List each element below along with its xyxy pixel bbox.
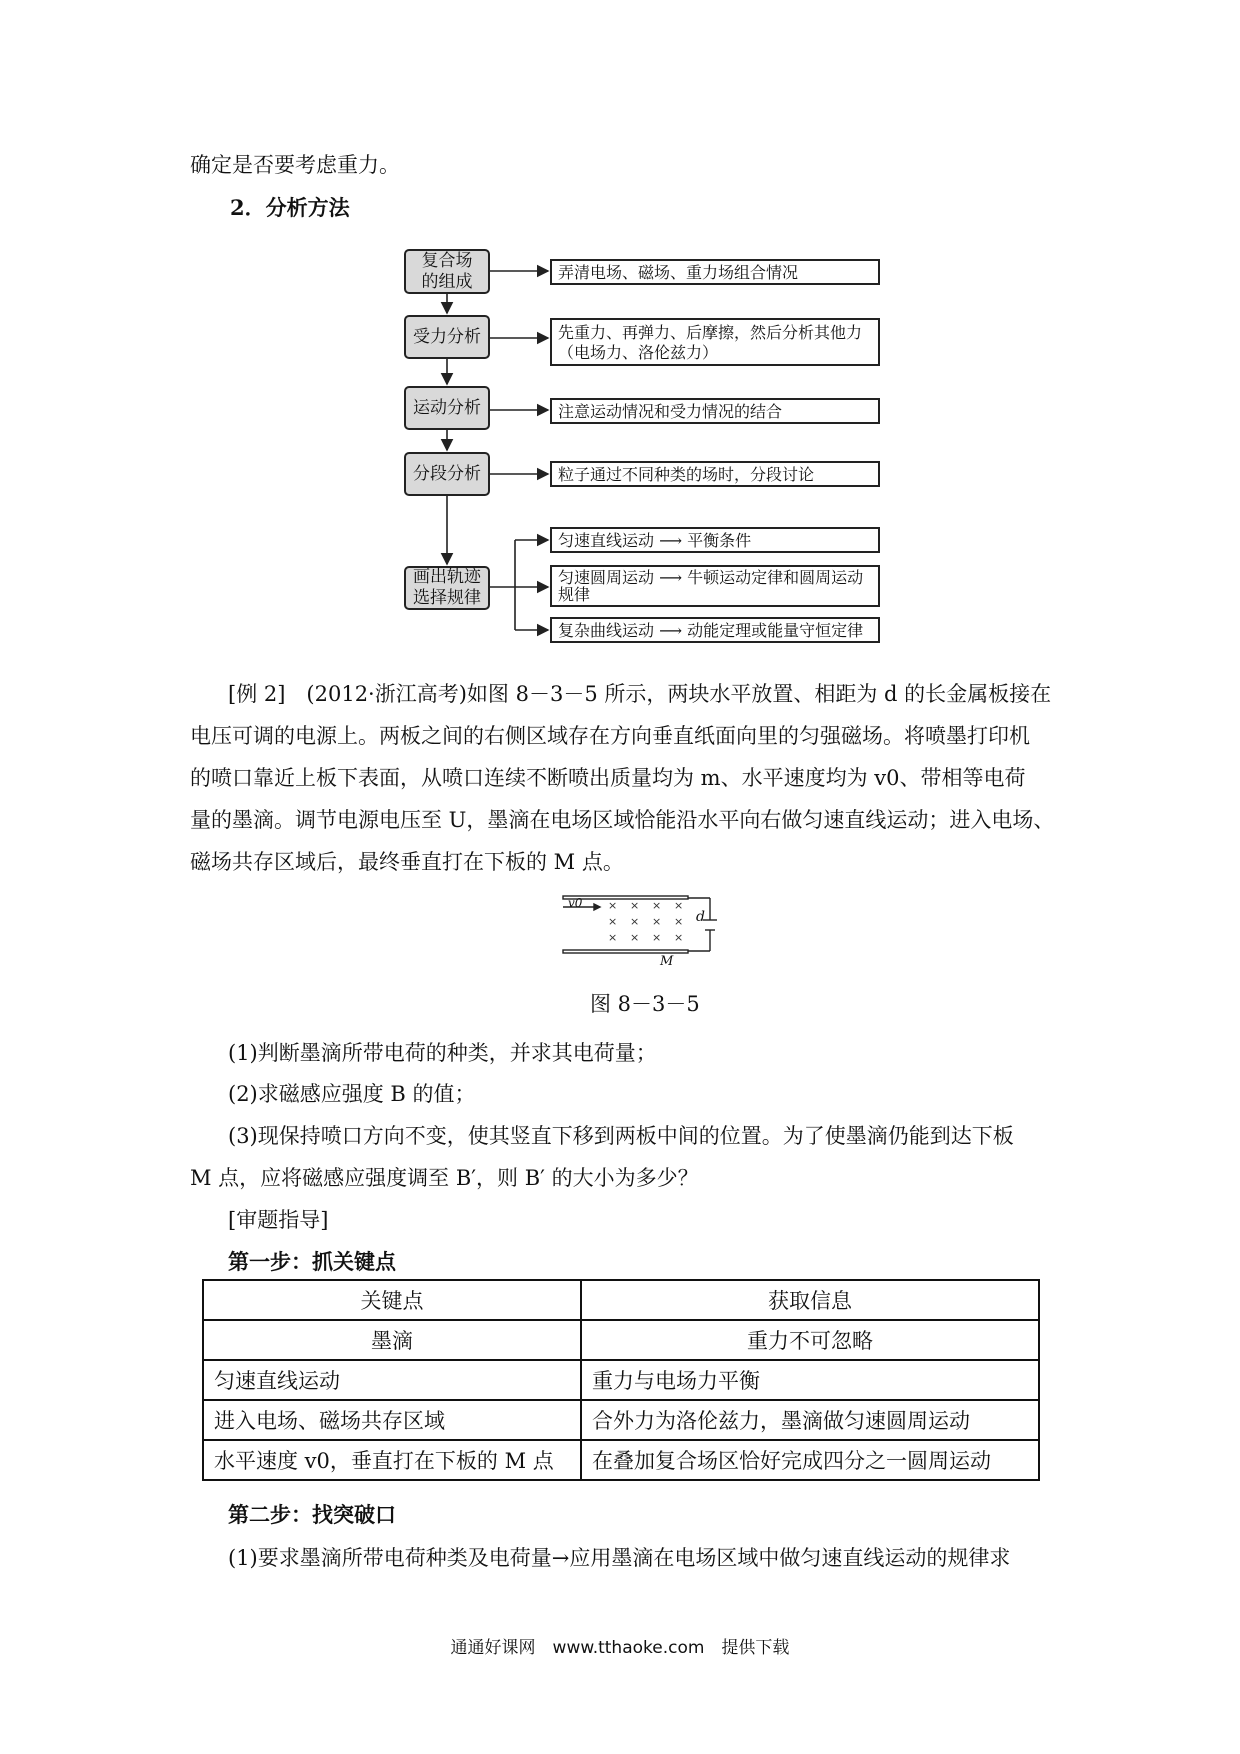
key-points-table [202,1279,1040,1481]
svg-text:×: × [652,915,662,928]
flow-step-segment-analysis-label: 分段分析 [413,463,481,484]
question-2: (2)求磁感应强度 B 的值； [228,1082,476,1106]
svg-text:×: × [674,915,684,928]
question-3-line-1: (3)现保持喷口方向不变，使其竖直下移到两板中间的位置。为了使墨滴仍能到达下板 [228,1124,1014,1148]
flow-step-trajectory [404,566,490,610]
figure-v0-label: v0 [568,896,583,910]
question-3-line-2: M 点，应将磁感应强度调至 B′，则 B′ 的大小为多少？ [190,1166,699,1190]
flow-step-segment-analysis [404,452,490,496]
figure-d-label: d [696,909,705,925]
svg-text:×: × [608,931,618,944]
table-cell: 匀速直线运动 [203,1360,581,1400]
intro-line: 确定是否要考虑重力。 [190,153,400,177]
table-row [203,1440,1039,1480]
flow-detail-force: 先重力、再弹力、后摩擦，然后分析其他力（电场力、洛伦兹力） [550,318,880,366]
example-line-3: 的喷口靠近上板下表面，从喷口连续不断喷出质量均为 m、水平速度均为 v0、带相等电荷 [190,766,1026,790]
svg-text:×: × [630,899,640,912]
flow-step-composition-line1: 复合场 [421,250,473,271]
svg-text:×: × [652,931,662,944]
svg-text:×: × [630,931,640,944]
table-cell: 进入电场、磁场共存区域 [203,1400,581,1440]
example-line-4: 量的墨滴。调节电源电压至 U，墨滴在电场区域恰能沿水平向右做匀速直线运动；进入电场、 [190,808,1055,832]
flow-detail-motion: 注意运动情况和受力情况的结合 [550,398,880,424]
step2-title: 第二步：找突破口 [228,1502,396,1527]
figure-plates-drawing [560,890,740,970]
figure-m-label: M [660,954,674,969]
question-1: (1)判断墨滴所带电荷的种类，并求其电荷量； [228,1041,657,1065]
svg-text:×: × [608,915,618,928]
flow-step-motion-analysis [404,386,490,430]
table-cell: 水平速度 v0，垂直打在下板的 M 点 [203,1440,581,1480]
table-header-row [203,1280,1039,1320]
table-row [203,1360,1039,1400]
svg-text:×: × [674,899,684,912]
svg-text:×: × [652,899,662,912]
table-header-keypoint: 关键点 [203,1280,581,1320]
flow-step-trajectory-line2: 选择规律 [413,588,481,608]
flow-step-trajectory-line1: 画出轨迹 [413,567,481,587]
table-row [203,1320,1039,1360]
flow-step-force-analysis-label: 受力分析 [413,326,481,347]
guide-title: [审题指导] [228,1208,329,1232]
example-line-1: [例 2] (2012·浙江高考)如图 8－3－5 所示，两块水平放置、相距为 d 的长金属板接在 [228,682,1052,706]
svg-text:×: × [608,899,618,912]
table-row [203,1400,1039,1440]
flow-detail-uniform-linear: 匀速直线运动 ⟶ 平衡条件 [550,527,880,553]
table-cell: 合外力为洛伦兹力，墨滴做匀速圆周运动 [581,1400,1039,1440]
table-header-info: 获取信息 [581,1280,1039,1320]
step2-line-1: (1)要求墨滴所带电荷种类及电荷量→应用墨滴在电场区域中做匀速直线运动的规律求 [228,1546,1011,1570]
example-line-2: 电压可调的电源上。两板之间的右侧区域存在方向垂直纸面向里的匀强磁场。将喷墨打印机 [190,724,1030,748]
table-cell: 墨滴 [203,1320,581,1360]
flow-detail-uniform-circular: 匀速圆周运动 ⟶ 牛顿运动定律和圆周运动规律 [550,565,880,607]
flow-detail-complex-curve: 复杂曲线运动 ⟶ 动能定理或能量守恒定律 [550,617,880,643]
section-title: 2．分析方法 [230,195,350,220]
example-line-5: 磁场共存区域后，最终垂直打在下板的 M 点。 [190,850,624,874]
page-footer: 通通好课网 www.tthaoke.com 提供下载 [450,1638,790,1658]
step1-title: 第一步：抓关键点 [228,1249,396,1274]
flow-detail-composition: 弄清电场、磁场、重力场组合情况 [550,259,880,285]
svg-text:×: × [674,931,684,944]
svg-text:×: × [630,915,640,928]
figure-caption: 图 8－3－5 [590,992,700,1016]
flow-step-force-analysis [404,315,490,359]
flow-step-composition-line2: 的组成 [421,271,473,292]
table-cell: 重力与电场力平衡 [581,1360,1039,1400]
table-cell: 在叠加复合场区恰好完成四分之一圆周运动 [581,1440,1039,1480]
table-cell: 重力不可忽略 [581,1320,1039,1360]
flow-step-motion-analysis-label: 运动分析 [413,397,481,418]
flow-detail-segment: 粒子通过不同种类的场时，分段讨论 [550,461,880,487]
magnetic-field-crosses [608,899,683,944]
flow-step-composition [404,249,490,294]
